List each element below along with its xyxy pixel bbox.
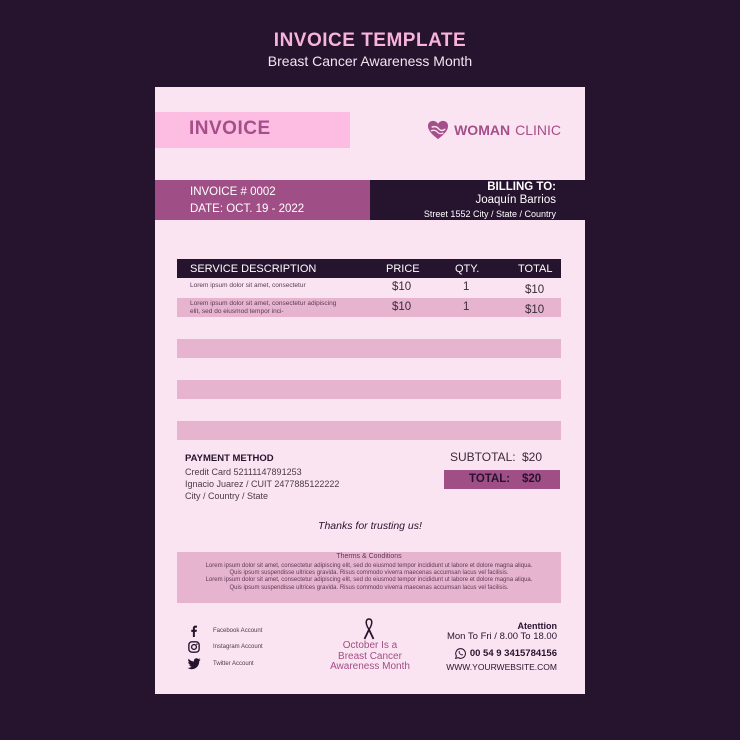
empty-table-row (177, 380, 561, 399)
row-2-price: $10 (392, 301, 412, 313)
payment-method-title: PAYMENT METHOD (185, 453, 274, 464)
subtotal-value: $20 (522, 450, 543, 464)
website-link[interactable]: WWW.YOURWEBSITE.COM (446, 662, 557, 672)
payment-location: City / Country / State (185, 491, 269, 501)
header-price: PRICE (386, 263, 420, 275)
header-qty: QTY. (455, 263, 480, 275)
clinic-logo (427, 120, 561, 140)
awareness-line: Breast Cancer (338, 650, 402, 662)
row-1-qty: 1 (463, 281, 470, 293)
logo-text-bold: WOMAN (454, 122, 511, 138)
instagram-label: Instagram Account (213, 644, 263, 650)
header-service-description: SERVICE DESCRIPTION (190, 263, 317, 275)
office-hours: Mon To Fri / 8.00 To 18.00 (446, 631, 557, 642)
total-value: $20 (522, 473, 542, 485)
attention-title: Atenttion (517, 621, 557, 631)
facebook-icon[interactable] (187, 625, 201, 637)
empty-table-row (177, 339, 561, 358)
total-label: TOTAL: (469, 473, 511, 485)
twitter-icon[interactable] (187, 658, 201, 670)
invoice-date: DATE: OCT. 19 - 2022 (190, 203, 305, 215)
row-1-price: $10 (392, 281, 412, 293)
thanks-message: Thanks for trusting us! (318, 520, 422, 532)
heart-logo-icon (427, 120, 449, 140)
row-2-total: $10 (525, 304, 545, 316)
terms-line: Lorem ipsum dolor sit amet, consectetur adipiscing elit, sed do eiusmod tempor incididunt ut labore et dolore magna aliqua. (205, 563, 533, 569)
awareness-message (300, 641, 440, 673)
awareness-line: October Is a (342, 640, 398, 651)
facebook-label: Facebook Account (213, 628, 263, 634)
billing-address: Street 1552 City / State / Country (423, 209, 556, 219)
terms-text (177, 563, 561, 592)
twitter-label: Twitter Account (213, 661, 254, 667)
logo-text-light: CLINIC (515, 122, 561, 138)
header-total: TOTAL (518, 263, 553, 275)
payment-card: Credit Card 52111147891253 (185, 467, 302, 477)
page-title: INVOICE TEMPLATE (273, 30, 467, 51)
invoice-label: INVOICE (189, 118, 271, 139)
page-subtitle: Breast Cancer Awareness Month (267, 53, 473, 69)
whatsapp-icon (455, 648, 466, 659)
payment-holder: Ignacio Juarez / CUIT 2477885122222 (185, 479, 340, 489)
empty-table-row (177, 421, 561, 440)
row-2-qty: 1 (463, 301, 470, 313)
row-1-description: Lorem ipsum dolor sit amet, consectetur (190, 282, 306, 289)
terms-title: Therms & Conditions (336, 553, 402, 560)
terms-line: Quis ipsum suspendisse ultrices gravida. Risus commodo viverra maecenas accumsan lacus vel facilisis. (229, 570, 509, 577)
row-2-description: Lorem ipsum dolor sit amet, consectetur adipiscing elit, sed do eiusmod tempor inci- (190, 300, 337, 315)
awareness-ribbon-icon (362, 618, 376, 640)
awareness-line: Awareness Month (330, 661, 410, 672)
terms-line: Quis ipsum suspendisse ultrices gravida. Risus commodo viverra maecenas accumsan lacus vel facilisis. (229, 584, 509, 591)
subtotal-label: SUBTOTAL: (450, 450, 516, 464)
phone-number: 00 54 9 3415784156 (469, 648, 557, 659)
billing-label: BILLING TO: (487, 181, 556, 193)
invoice-number: INVOICE # 0002 (190, 186, 276, 198)
billing-name: Joaquín Barrios (475, 194, 556, 206)
instagram-icon[interactable] (187, 641, 201, 653)
terms-line: Lorem ipsum dolor sit amet, consectetur adipiscing elit, sed do eiusmod tempor incididunt ut labore et dolore magna aliqua. (205, 577, 533, 584)
invoice-sheet (155, 87, 585, 694)
phone-contact (455, 648, 557, 659)
row-1-total: $10 (525, 284, 545, 296)
